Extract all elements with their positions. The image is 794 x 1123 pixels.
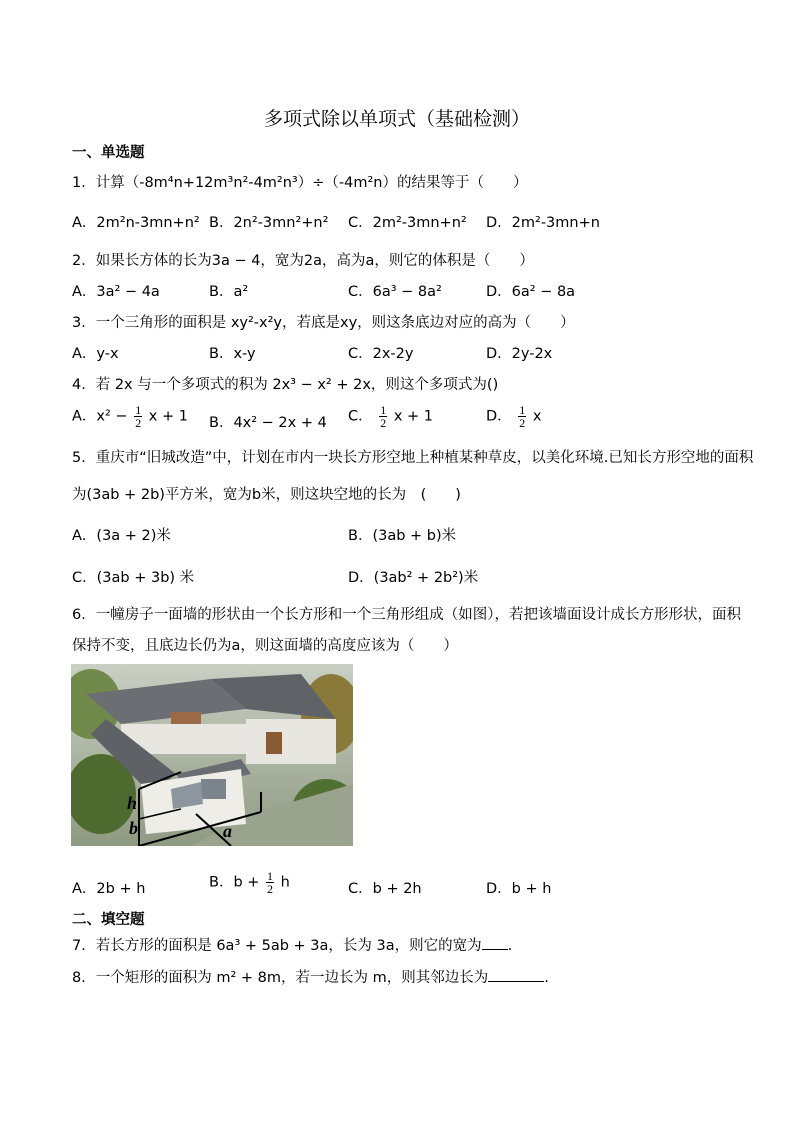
fraction-denominator: 2: [267, 882, 274, 896]
fraction-denominator: 2: [519, 416, 526, 430]
label-b: b: [129, 818, 138, 838]
question-3-option-b: B．x-y: [209, 346, 256, 362]
question-3-stem: 3．一个三角形的面积是 xy²-x²y，若底是xy，则这条底边对应的高为（ ）: [72, 315, 575, 331]
question-4-option-d: [486, 404, 541, 429]
question-6-stem-line-2: 保持不变，且底边长仍为a，则这面墙的高度应该为（ ）: [72, 638, 458, 654]
wall-right: [246, 719, 336, 764]
fraction: [379, 404, 387, 429]
fraction: [266, 870, 274, 895]
question-7-end: .: [507, 938, 513, 954]
section-heading-fill-in: 二、填空题: [72, 912, 145, 928]
answer-blank[interactable]: [488, 981, 544, 982]
fraction-denominator: 2: [135, 416, 142, 430]
question-7: [72, 934, 512, 955]
question-6-option-d: D．b + h: [486, 881, 552, 897]
question-3-option-a: A．y-x: [72, 346, 119, 362]
option-c-suffix: x + 1: [393, 408, 434, 425]
question-6-option-b: [209, 870, 290, 895]
question-2-option-d: D．6a² − 8a: [486, 284, 576, 300]
answer-blank[interactable]: [482, 949, 508, 950]
question-2-option-a: A．3a² − 4a: [72, 284, 160, 300]
question-1-option-b: B．2n²-3mn²+n²: [209, 215, 329, 231]
label-h: h: [127, 793, 138, 813]
question-8-end: .: [544, 970, 549, 986]
question-5-option-c: C．(3ab + 3b) 米: [72, 570, 195, 586]
question-3-option-d: D．2y-2x: [486, 346, 553, 362]
question-5-stem-line-1: 5．重庆市“旧城改造”中，计划在市内一块长方形空地上种植某种草皮，以美化环境.已知长方形空地的面积: [72, 450, 754, 466]
fraction-numerator: 1: [135, 403, 142, 417]
option-b-prefix: B．b +: [209, 874, 260, 891]
question-5-stem-line-2: 为(3ab + 2b)平方米，宽为b米，则这块空地的长为 ( ): [72, 487, 461, 503]
question-6-option-a: A．2b + h: [72, 881, 146, 897]
option-c-prefix: C．: [348, 408, 373, 425]
question-5-option-a: A．(3a + 2)米: [72, 528, 171, 544]
fraction-numerator: 1: [267, 869, 274, 883]
question-4-option-a: [72, 404, 188, 429]
fraction-numerator: 1: [380, 403, 387, 417]
fraction-denominator: 2: [380, 416, 387, 430]
question-4-stem: 4．若 2x 与一个多项式的积为 2x³ − x² + 2x，则这个多项式为(): [72, 377, 499, 393]
label-a: a: [223, 821, 232, 841]
fraction: [518, 404, 526, 429]
question-6-stem-line-1: 6．一幢房子一面墙的形状由一个长方形和一个三角形组成（如图），若把该墙面设计成长方形形状，面积: [72, 607, 741, 623]
question-7-text: 7．若长方形的面积是 6a³ + 5ab + 3a，长为 3a，则它的宽为: [72, 938, 482, 954]
question-5-option-b: B．(3ab + b)米: [348, 528, 457, 544]
question-6-option-c: C．b + 2h: [348, 881, 422, 897]
option-d-suffix: x: [532, 408, 542, 425]
question-8: [72, 966, 549, 987]
question-5-option-d: D．(3ab² + 2b²)米: [348, 570, 479, 586]
option-d-prefix: D．: [486, 408, 512, 425]
option-a-suffix: x + 1: [148, 408, 188, 425]
question-1-stem: 1．计算（-8m⁴n+12m³n²-4m²n³）÷（-4m²n）的结果等于（ ）: [72, 175, 528, 191]
window-front: [201, 779, 226, 799]
question-4-option-c: [348, 404, 433, 429]
question-4-option-b: B．4x² − 2x + 4: [209, 415, 327, 431]
page-title: 多项式除以单项式（基础检测）: [263, 108, 530, 130]
section-heading-single-choice: 一、单选题: [72, 145, 145, 161]
question-1-option-c: C．2m²-3mn+n²: [348, 215, 467, 231]
question-2-option-c: C．6a³ − 8a²: [348, 284, 442, 300]
option-b-suffix: h: [280, 874, 290, 891]
option-a-prefix: A．x² −: [72, 408, 128, 425]
question-1-option-d: D．2m²-3mn+n: [486, 215, 600, 231]
question-3-option-c: C．2x-2y: [348, 346, 414, 362]
question-2-stem: 2．如果长方体的长为3a − 4，宽为2a，高为a，则它的体积是（ ）: [72, 253, 534, 269]
fraction: [134, 404, 142, 429]
question-1-option-a: A．2m²n-3mn+n²: [72, 215, 200, 231]
door: [266, 732, 282, 754]
question-8-text: 8．一个矩形的面积为 m² + 8m，若一边长为 m，则其邻边长为: [72, 970, 489, 986]
fraction-numerator: 1: [519, 403, 526, 417]
house-illustration: [71, 664, 353, 846]
window-back: [171, 712, 201, 724]
question-2-option-b: B．a²: [209, 284, 249, 300]
